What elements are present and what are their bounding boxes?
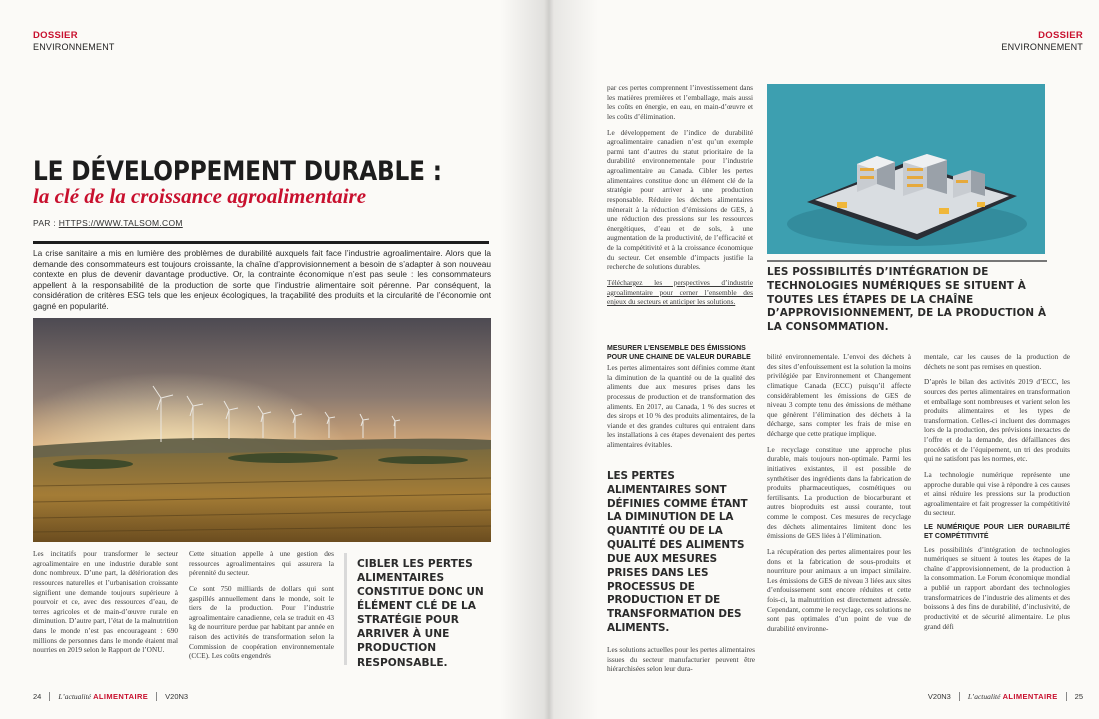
left-column-1	[33, 549, 178, 661]
left-column-2	[189, 549, 334, 667]
right-column-2	[767, 352, 911, 640]
section-tag-dossier: DOSSIER	[1038, 30, 1083, 41]
brand-part-1: L’actualité	[58, 692, 91, 701]
right-page	[549, 0, 1099, 719]
footer-divider	[1066, 692, 1067, 701]
article-title: LE DÉVELOPPEMENT DURABLE :	[33, 156, 442, 187]
paragraph: Les solutions actuelles pour les pertes alimentaires issues du secteur manufacturier peuvent être hiérarchisées selon leur dura-	[607, 645, 755, 674]
brand-part-2: ALIMENTAIRE	[93, 692, 149, 701]
right-column-1-end	[607, 645, 755, 680]
pull-quote-top: LES POSSIBILITÉS D’INTÉGRATION DE TECHNOLOGIES NUMÉRIQUES SE SITUENT À TOUTES LES ÉTAPES DE LA CHAÎNE D’APPROVISIONNEMENT, DE LA PRODUCTION À LA CONSOMMATION.	[767, 266, 1047, 334]
paragraph: Cette situation appelle à une gestion des ressources agroalimentaires qui assurera la pérennité du secteur.	[189, 549, 334, 578]
magazine-name	[968, 692, 1058, 701]
paragraph: D’après le bilan des activités 2019 d’ECC, les sources des pertes alimentaires en transformation et emballage sont nombreuses et varient selon les produits alimentaires et les types de transformation. Celles-ci incluent des dommages lors de la production, des prévisions inexactes de l’offre et de la demande, des défaillances des procédés et de l’équipement, un tri des produits qui ne satisfont pas les normes, etc.	[924, 377, 1070, 464]
paragraph: bilité environnementale. L’envoi des déchets à des sites d’enfouissement est la solution la moins privilégiée par Environnement et Changement climatique Canada (ECC) puisqu’il affecte considérablement les émissions de GES de niveau 3 compte tenu des émissions de méthane que génèrent l’élimination des déchets à la décharge, sans compter les frais de mise en décharge que cette pratique implique.	[767, 352, 911, 438]
paragraph: Les pertes alimentaires sont définies comme étant la diminution de la quantité ou de la qualité des aliments due aux mesures prises dans les processus de production et de transformation des aliments. En 2017, au Canada, 1 % des sucres et des sirops et 10 % des produits alimentaires, de la viande et des grandes cultures qui entraient dans les installations à ces étapes devenaient des pertes alimentaires évitables.	[607, 363, 755, 449]
intro-paragraph: La crise sanitaire a mis en lumière des problèmes de durabilité auxquels fait face l’industrie agroalimentaire. Alors que la demande des consommateurs est toujours croissante, la chaîne d’approvisionnement a besoin de s’adapter à son nouveau contexte en plus de devenir davantage productive. Or, la contrainte économique n’est pas seule : les consommateurs appellent à la responsabilité de la production de sorte que l’industrie alimentaire soit pérenne. Par conséquent, la considération de critères ESG tels que les enjeux écologiques, la traçabilité des produits et la circularité de l’économie ont gagné en popularité.	[33, 248, 491, 312]
brand-part-2: ALIMENTAIRE	[1002, 692, 1058, 701]
section-tag	[33, 31, 115, 52]
wind-farm-illustration	[33, 318, 491, 542]
page-number: 25	[1074, 692, 1083, 701]
pull-quote-bar	[344, 553, 347, 665]
page-number: 24	[33, 692, 42, 701]
paragraph: Les incitatifs pour transformer le secteur agroalimentaire en une industrie durable sont donc nombreux. D’une part, la détérioration des ressources naturelles et l’urbanisation croissante signifient une demande toujours supérieure à pourvoir et ce, avec des ressources d’eau, de terres agricoles et de main-d’œuvre rurale en diminution. D’autre part, l’état de la malnutrition dans le monde n’est pas encourageant : 690 millions de personnes dans le monde étaient mal nourries en 2019 selon le Rapport de l’ONU.	[33, 549, 178, 655]
footer-divider	[49, 692, 50, 701]
right-column-a	[607, 83, 753, 313]
section-tag-environnement: ENVIRONNEMENT	[33, 41, 115, 52]
right-column-1	[607, 363, 755, 456]
pull-quote-rule	[767, 260, 1047, 262]
brand-part-1: L’actualité	[967, 692, 1001, 701]
paragraph: Les possibilités d’intégration de technologies numériques se situent à toutes les étapes de la chaîne d’approvisionnement, de la production à la consommation. Le Forum économique mondial a publié un rapport abordant des technologies transformatrices de l’industrie des aliments et des boissons à des fins de durabilité, d’inclusivité, de productivité et de sécurité alimentaire. Le plus grand défi	[924, 544, 1070, 631]
right-footer	[928, 692, 1083, 701]
title-rule	[33, 241, 489, 244]
paragraph: par ces pertes comprennent l’investissement dans les matières premières et l’emballage, mais aussi les coûts en énergie, en eau, en main-d’œuvre et les coûts d’élimination.	[607, 83, 753, 121]
paragraph: Le recyclage constitue une approche plus durable, mais toujours non-optimale. Parmi les initiatives existantes, il est possible de synthétiser des ingrédients dans la fabrication de produits pharmaceutiques, cosmétiques ou fertilisants. La production de biocarburant et autres bioproduits est aussi courante, tout comme le compost. Ces mesures de recyclage des déchets alimentaires limitent donc les émissions de GES liées à l’élimination.	[767, 444, 911, 541]
footer-divider	[156, 692, 157, 701]
byline	[33, 218, 183, 228]
paragraph: La récupération des pertes alimentaires pour les dons et la fabrication de sous-produits et nourriture pour animaux a un impact similaire. Les émissions de GES de niveau 3 liées aux sites d’enfouissement sont encore réduites et cette fois-ci, la malnutrition est directement adressée. Cependant, comme le recyclage, ces solutions ne sont pas optimales d’un point de vue de durabilité environne-	[767, 546, 911, 633]
byline-link[interactable]: HTTPS://WWW.TALSOM.COM	[58, 218, 183, 228]
issue-number: V20N3	[927, 692, 951, 701]
section-tag	[1001, 31, 1083, 52]
pull-quote: CIBLER LES PERTES ALIMENTAIRES CONSTITUE DONC UN ÉLÉMENT CLÉ DE LA STRATÉGIE POUR ARRIVER À UNE PRODUCTION RESPONSABLE.	[357, 558, 484, 669]
tablet-factory-graphic	[767, 84, 1045, 254]
wind-farm-photo	[33, 318, 491, 542]
footer-divider	[959, 692, 960, 701]
paragraph: Le développement de l’indice de durabilité agroalimentaire canadien n’est qu’un exemple parmi tant d’autres du statut prioritaire de la durabilité environnementale pour l’industrie agroalimentaire au Canada. Cibler les pertes alimentaires constitue donc un élément clé de la stratégie pour arriver à une production responsable. Réduire les déchets alimentaires mènerait à la réduction d’émissions de GES, à une réduction des pressions sur les ressources énergétiques, d’eau et de sols, à une augmentation de la productivité, de l’efficacité et de la compétitivité et à la croissance économique du secteur. Cet ensemble d’impacts justifie la recherche de solutions durables.	[607, 127, 753, 272]
section-tag-dossier: DOSSIER	[33, 30, 78, 41]
paragraph: La technologie numérique représente une approche durable qui vise à répondre à ces causes et ainsi réduire les pressions sur la production agroalimentaire et fait progresser la compétitivité du secteur.	[924, 469, 1070, 518]
paragraph: mentale, car les causes de la production de déchets ne sont pas remises en question.	[924, 352, 1070, 371]
section-tag-environnement: ENVIRONNEMENT	[1001, 41, 1083, 52]
left-footer	[33, 692, 188, 701]
smart-factory-illustration	[767, 84, 1045, 254]
subheading-emissions: MESURER L’ENSEMBLE DES ÉMISSIONS POUR UNE CHAINE DE VALEUR DURABLE	[607, 345, 751, 361]
subheading-numerique: LE NUMÉRIQUE POUR LIER DURABILITÉ ET COMPÉTITIVITÉ	[924, 524, 1070, 540]
download-link[interactable]: Téléchargez les perspectives d’industrie agroalimentaire pour cerner l’ensemble des enjeux du secteurs et anticiper les solutions.	[607, 277, 753, 307]
left-page	[0, 0, 549, 719]
right-column-3	[924, 352, 1070, 637]
magazine-name	[58, 692, 148, 701]
article-subtitle: la clé de la croissance agroalimentaire	[33, 184, 367, 208]
pull-quote-left: LES PERTES ALIMENTAIRES SONT DÉFINIES COMME ÉTANT LA DIMINUTION DE LA QUANTITÉ OU DE LA QUALITÉ DES ALIMENTS DUE AUX MESURES PRISES DANS LES PROCESSUS DE PRODUCTION ET DE TRANSFORMATION DES ALIMENTS.	[607, 470, 748, 635]
paragraph: Ce sont 750 milliards de dollars qui sont gaspillés annuellement dans le monde, soit le tiers de la production. Pour l’industrie agroalimentaire canadienne, cela se traduit en 43 kg de nourriture perdue par habitant par année en raison des activités de transformation selon la Commission de coopération environnementale (CCE). Les coûts engendrés	[189, 583, 334, 661]
byline-prefix: PAR :	[33, 218, 59, 228]
issue-number: V20N3	[165, 692, 189, 701]
